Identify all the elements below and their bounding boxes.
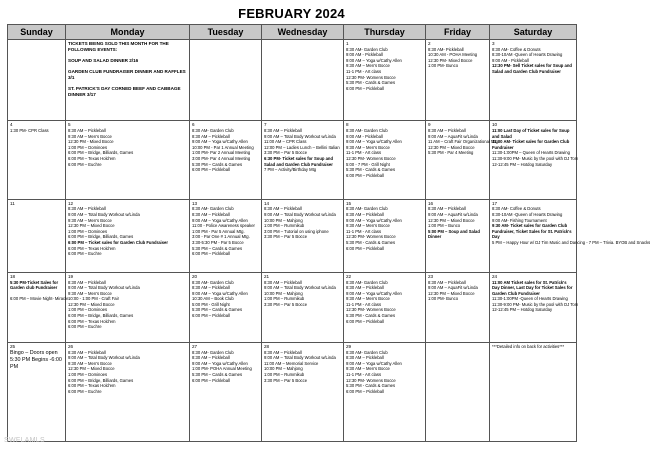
- calendar-event: 9:30 AM – Men's Bocce: [346, 63, 390, 69]
- calendar-event: 9:00 AM- Fishing Tournament: [492, 217, 547, 223]
- day-cell: [344, 121, 426, 199]
- ticket-sale-event: 5:30 PM-Ticket Sales for Garden club Fundraiser: [10, 279, 59, 291]
- day-cell: [190, 121, 262, 199]
- calendar-event: 9:00 AM – Total Body Workout w/Linda: [68, 211, 140, 217]
- calendar-event: 8:30 AM – Pickleball: [192, 285, 230, 291]
- day-cell: [344, 272, 426, 342]
- calendar-event: 9:30 AM – Men's Bocce: [346, 223, 390, 229]
- calendar-event: 9:00 AM – Yoga w/Cathy Allen: [192, 217, 248, 223]
- calendar-event: 5:30 PM - Cards & Games: [346, 383, 396, 389]
- calendar-event: 11:00 AM – Memorial Service: [264, 360, 319, 366]
- calendar-event: 8:30 AM- Garden Club: [346, 349, 388, 355]
- ticket-sale-event: 11:00 AM Ticket sales for St. Patrick's Day Dinner, Last Day for Ticket Sales for Garden Club Fundraiser: [492, 279, 573, 296]
- calendar-event: 1:00 PM- Par 2 Annual Meeting: [192, 150, 251, 156]
- calendar-event: 6:00 PM – Pickleball: [192, 251, 230, 257]
- day-number: 23: [428, 273, 434, 279]
- calendar-event: 12:30 PM- Mixed Bocce: [428, 57, 473, 63]
- calendar-event: 1:00 PM – Dominoes: [68, 228, 108, 234]
- day-cell: [8, 199, 66, 272]
- calendar-event: 3:30 PM – Par 5 Bocce: [264, 377, 308, 383]
- calendar-event: 10:00 PM – Mahjong: [264, 366, 303, 372]
- day-number: 7: [264, 122, 267, 128]
- day-number: 6: [192, 122, 195, 128]
- ticket-note: SOUP AND SALAD DINNER 2/16: [68, 58, 139, 63]
- day-number: 29: [346, 344, 352, 349]
- calendar-event: 6:00 PM – Texas Hold'em: [68, 318, 116, 324]
- calendar-event: 6:00 PM – Pickleball: [346, 388, 384, 394]
- weekday-header: Sunday: [8, 25, 66, 40]
- calendar-event: 8:30 AM- Garden Club: [192, 128, 234, 134]
- calendar-event: 11:30-1:00PM – Queen of Hearts Drawing: [492, 150, 570, 156]
- calendar-event: 9:30 AM – Men's Bocce: [68, 133, 112, 139]
- calendar-event: 9:00 AM – Total Body Workout w/Linda: [264, 355, 336, 361]
- calendar-event: 3:00 PM – Tutorial on using iphone: [264, 228, 329, 234]
- day-number: 13: [192, 200, 198, 206]
- calendar-event: 6:00 PM – Pickleball: [346, 85, 384, 91]
- calendar-event: 8:30 AM – Pickleball: [68, 279, 106, 285]
- day-number: 12: [68, 200, 74, 206]
- calendar-event: 5:30 PM – Cards & Games: [192, 161, 243, 167]
- day-cell: [262, 343, 344, 442]
- calendar-event: 6:00 PM – Bridge, Billiards, Games: [68, 313, 134, 319]
- calendar-event: 6:00 PM – Texas Hold'em: [68, 245, 116, 251]
- day-cell: [66, 343, 190, 442]
- day-cell: [66, 272, 190, 342]
- week-row: [8, 272, 577, 342]
- week-row: [8, 121, 577, 199]
- calendar-event: 8:30 AM- Garden Club: [346, 279, 388, 285]
- calendar-event: 12:30 PM – Mixed Bocce: [428, 290, 475, 296]
- calendar-event: 8:30 AM – Pickleball: [428, 279, 466, 285]
- weekday-header: Friday: [426, 25, 490, 40]
- day-number: 21: [264, 273, 270, 279]
- calendar-event: 12-12:45 PM – Hotdog Saturday: [492, 307, 553, 313]
- calendar-event: 11-1 PM - Art class: [346, 301, 382, 307]
- calendar-event: 1:30 PM- CPR Class: [10, 128, 49, 134]
- calendar-event: 10:00 PM – Mahjong: [264, 290, 303, 296]
- ticket-note: GARDEN CLUB FUNDRAISER DINNER AND RAFFLES 3/1: [68, 69, 186, 80]
- calendar-event: 9:00 AM – Total Body Workout w/Linda: [68, 355, 140, 361]
- calendar-event: 5:30 PM - Cards & Games: [346, 167, 396, 173]
- calendar-event: 9:00 AM – Yoga w/Cathy Allen: [192, 290, 248, 296]
- calendar-event: 6:00 PM – Euchre: [68, 388, 102, 394]
- calendar-event: 9:00 AM – Total Body Workout w/Linda: [264, 211, 336, 217]
- calendar-event: 8:30 AM- Garden Club: [346, 128, 388, 134]
- calendar-event: 10:30 AM – Book Club: [192, 296, 234, 302]
- day-number: 5: [68, 122, 71, 128]
- watermark: SWFLAMLS: [4, 437, 45, 444]
- calendar-event: 9:30 AM – Men's Bocce: [68, 290, 112, 296]
- weekday-header: Thursday: [344, 25, 426, 40]
- ticket-sale-event: 11:00 Last Day of Ticket sales for Soup and Salad: [492, 128, 570, 139]
- calendar-event: 12-12:45 PM – Hotdog Saturday: [492, 161, 553, 167]
- calendar-event: 5:30 PM – Cards & Games: [192, 307, 243, 313]
- ticket-sale-event: 11:00 AM- Ticket sales for Garden Club Fundraiser: [492, 139, 570, 150]
- calendar-event: 9:00 AM – Total Body Workout w/Linda: [264, 285, 336, 291]
- ticket-sale-event: 6:30 PM- Ticket sales for Soup and Salad and Garden Club Fundraiser: [264, 155, 334, 167]
- calendar-event: Bingo – Doors open 5:30 PM Begins -6:00 PM: [10, 349, 62, 370]
- calendar-event: 11-1 PM - Art class: [346, 68, 382, 74]
- calendar-event: 9:30 AM – Men's Bocce: [68, 360, 112, 366]
- calendar-event: 9:00 AM – Yoga w/Cathy Allen: [192, 139, 248, 145]
- weekday-header: Tuesday: [190, 25, 262, 40]
- calendar-event: 3:00 - Par One # 1 Annual Mtg.: [192, 234, 250, 240]
- day-cell: [426, 40, 490, 121]
- calendar-event: 1:00 PM – Bunco: [428, 223, 461, 229]
- calendar-event: 12:30 PM- Womens Bocce: [346, 155, 396, 161]
- calendar-event: 12:30 PM- Womens Bocce: [346, 234, 396, 240]
- calendar-event: 9:00 AM – Yoga w/Cathy Allen: [346, 217, 402, 223]
- calendar-event: 8:30 AM – Pickleball: [68, 128, 106, 134]
- day-number: 27: [192, 344, 198, 349]
- calendar-event: 10:00 - 1:00 PM - Craft Fair: [68, 296, 119, 302]
- calendar-event: 11:30-9:00 PM- Music by the pool with DJ Tom: [492, 155, 579, 161]
- day-cell: [490, 343, 577, 442]
- calendar-event: 9:00 AM – Yoga w/Cathy Allen: [346, 360, 402, 366]
- day-cell: [8, 272, 69, 342]
- calendar-event: 8:30 AM- Garden Club: [192, 349, 234, 355]
- ticket-sale-event: 12:30 PM- Sell Ticket sales for Soup and Salad and Garden Club Fundraiser: [492, 63, 572, 74]
- calendar-event: 8:30 AM – Pickleball: [68, 206, 106, 212]
- calendar-event: 9:00 AM - Pickleball: [346, 52, 383, 58]
- calendar-event: 1:00 PM- POHA Annual Meeting: [192, 366, 252, 372]
- calendar-event: 6:00 PM – Texas Hold'em: [68, 155, 116, 161]
- calendar-event: 8:30 AM – Pickleball: [264, 279, 302, 285]
- calendar-event: 11-1 PM - Art class: [346, 371, 382, 377]
- calendar-event: 8:30 AM – Pickleball: [192, 133, 230, 139]
- day-number: 3: [492, 41, 495, 46]
- day-cell: [190, 343, 262, 442]
- calendar-event: 8:30 AM – Pickleball: [264, 206, 302, 212]
- day-number: 17: [492, 200, 498, 206]
- calendar-event: 8:30 AM – Pickleball: [192, 211, 230, 217]
- calendar-event: 12:30 PM- Womens Bocce: [346, 377, 396, 383]
- calendar-event: 8:30-10AM -Queen of Hearts Drawing: [492, 211, 563, 217]
- calendar-event: 8:30 AM – Pickleball: [192, 355, 230, 361]
- day-number: 28: [264, 344, 270, 349]
- ticket-sale-event: 9:30 AM- Ticket sales for Garden Club Fundraiser, Ticket Sales for St. Patrick's Day: [492, 223, 572, 240]
- weekday-header: Monday: [66, 25, 190, 40]
- day-cell: [490, 121, 577, 199]
- calendar-event: 8:30 AM- Garden Club: [346, 46, 388, 52]
- calendar-event: 9:00 AM – Yoga w/Cathy Allen: [346, 139, 402, 145]
- calendar-event: 12:30 PM – Mixed Bocce: [68, 223, 115, 229]
- day-number: 25: [10, 344, 16, 349]
- day-cell: [262, 40, 344, 121]
- calendar-event: 8:30 AM- Garden Club: [192, 206, 234, 212]
- calendar-event: 11-1 PM - Art class: [346, 150, 382, 156]
- calendar-event: 11:30-9:00 PM- Music by the pool with DJ Tom: [492, 301, 579, 307]
- calendar-event: 1:00 PM - Par 5 Annual Mtg.: [192, 228, 245, 234]
- calendar-event: 1:00 PM- Bunco: [428, 296, 459, 302]
- calendar-event: 8:30 AM – Pickleball: [346, 285, 384, 291]
- calendar-body: [8, 40, 650, 442]
- day-number: 9: [428, 122, 431, 128]
- calendar-event: 12:30 PM - Mixed Bocce: [68, 139, 114, 145]
- day-cell: [262, 199, 344, 272]
- weekday-header-row: [8, 25, 577, 40]
- day-cell: [190, 40, 262, 121]
- day-cell: [344, 199, 426, 272]
- day-cell: [426, 199, 490, 272]
- calendar-event: 1:00 PM – Rummikub: [264, 371, 305, 377]
- calendar-event: 3:30 PM – Par 5 Bocce: [264, 301, 308, 307]
- calendar-event: 8:30 AM – Pickleball: [264, 128, 302, 134]
- month-calendar: [7, 24, 650, 442]
- day-number: 2: [428, 41, 431, 46]
- calendar-title: FEBRUARY 2024: [238, 6, 345, 21]
- calendar-event: 5 PM – Happy Hour w/ DJ Tim Music and Dancing - 7 PM – Trivia. BYOB and Snacks: [492, 239, 650, 245]
- calendar-event: 6:00 PM – Pickleball: [346, 245, 384, 251]
- calendar-event: 12:30 PM – Mixed Bocce: [68, 366, 115, 372]
- calendar-event: 9:30 AM – Men's Bocce: [346, 144, 390, 150]
- ticket-sale-event: 5:00 PM – Soup and Salad Dinner: [428, 228, 480, 240]
- calendar-event: 6:00 PM – Pickleball: [192, 377, 230, 383]
- day-cell: [190, 199, 262, 272]
- calendar-event: 3:30 PM – Par 5 Bocce: [264, 150, 308, 156]
- calendar-event: ***Detailed info on back for activities***: [492, 344, 565, 349]
- calendar-event: 12:30 PM – Mixed Bocce: [428, 144, 475, 150]
- calendar-event: 6:00 PM – Texas Hold'em: [68, 383, 116, 389]
- calendar-event: 8:30 AM – Pickleball: [346, 211, 384, 217]
- calendar-event: 8:30 AM – Pickleball: [68, 349, 106, 355]
- calendar-event: 5:30 PM – Cards & Games: [192, 245, 243, 251]
- calendar-event: 6:00 PM – Euchre: [68, 324, 102, 330]
- calendar-event: 9:00 AM – AquaFit w/Linda: [428, 285, 478, 291]
- calendar-event: 11 AM – Craft Fair Organizational Mtg.: [428, 139, 500, 145]
- calendar-event: 6:00 PM – Bridge, Billiards, Games: [68, 234, 134, 240]
- day-cell: [426, 343, 490, 442]
- calendar-event: 9:00 AM – Yoga w/Cathy Allen: [346, 290, 402, 296]
- calendar-event: 5:30 PM – Cards & Games: [192, 371, 243, 377]
- weekday-header: Wednesday: [262, 25, 344, 40]
- calendar-event: 8:30 AM – Pickleball: [346, 355, 384, 361]
- day-cell: [490, 272, 577, 342]
- calendar-event: 6:00 PM – Pickleball: [192, 313, 230, 319]
- calendar-event: 9:00 AM – AquaFit w/Linda: [428, 133, 478, 139]
- day-number: 4: [10, 122, 13, 128]
- day-cell: [8, 343, 66, 442]
- calendar-event: 8:30 AM- Garden Club: [192, 279, 234, 285]
- calendar-event: 1:00 PM – Dominoes: [68, 307, 108, 313]
- day-cell: [262, 272, 344, 342]
- calendar-event: 5:00 PM - Grill Night: [192, 301, 230, 307]
- calendar-event: 10:00 PM - Par 1 Annual Meeting: [192, 144, 254, 150]
- calendar-event: 9:30 AM – Men's Bocce: [346, 296, 390, 302]
- day-number: 8: [346, 122, 349, 128]
- calendar-event: 5:30 PM - Cards & Games: [346, 80, 396, 86]
- calendar-event: 9:00 AM - Pickleball: [492, 57, 529, 63]
- calendar-event: 12:30 PM- Womens Bocce: [346, 74, 396, 80]
- calendar-event: 5:30 PM - Par 4 Meeting: [428, 150, 474, 156]
- day-number: 24: [492, 273, 498, 279]
- calendar-event: 6:00 PM – Pickleball: [346, 172, 384, 178]
- day-cell: [8, 121, 66, 199]
- calendar-event: 6:00 PM – Euchre: [68, 161, 102, 167]
- day-number: 14: [264, 200, 270, 206]
- day-cell: [490, 40, 577, 121]
- ticket-sale-event: 6:00 PM – Ticket sales for Garden Club Fundraiser: [68, 239, 168, 245]
- calendar-event: 3:30 PM – Par 5 Bocce: [264, 234, 308, 240]
- calendar-event: 9:30 AM – Men's Bocce: [68, 217, 112, 223]
- day-cell: [66, 40, 190, 121]
- day-number: 26: [68, 344, 74, 349]
- calendar-event: 12:30 PM- Womens Bocce: [346, 307, 396, 313]
- day-number: 16: [428, 200, 434, 206]
- calendar-event: 5:00 - 7 PM - Grill Night: [346, 161, 390, 167]
- calendar-event: 8:30 AM- Coffee & Donuts: [492, 46, 541, 52]
- day-number: 11: [10, 200, 15, 206]
- calendar-event: 8:30 AM- Garden Club: [346, 206, 388, 212]
- calendar-event: 12:30 PM – Mixed Bocce: [428, 217, 475, 223]
- day-cell: [262, 121, 344, 199]
- calendar-event: 9:00 AM - Pickleball: [346, 133, 383, 139]
- calendar-event: 11:00 - Police Awareness speaker: [192, 223, 255, 229]
- calendar-event: 9:00 AM – Total Body Workout w/Linda: [264, 133, 336, 139]
- calendar-event: 6:00 PM – Pickleball: [192, 167, 230, 173]
- calendar-event: 9:00 AM – AquaFit w/Linda: [428, 211, 478, 217]
- weekday-header: Saturday: [490, 25, 577, 40]
- calendar-event: 9:00 AM – Yoga w/Cathy Allen: [346, 57, 402, 63]
- calendar-event: 6:00 PM – Bridge, Billiards, Games: [68, 150, 134, 156]
- day-number: 19: [68, 273, 74, 279]
- calendar-event: 6:00 PM – Euchre: [68, 251, 102, 257]
- calendar-event: 10:30 AM - POHA Meeting: [428, 52, 478, 58]
- calendar-event: 6:00 PM – Movie Night- Miracle: [10, 295, 69, 301]
- calendar-event: 9:00 AM – Yoga w/Cathy Allen: [192, 360, 248, 366]
- week-row: [8, 40, 577, 121]
- day-number: 1: [346, 41, 349, 46]
- day-number: 18: [10, 273, 16, 279]
- day-cell: [8, 40, 66, 121]
- calendar-event: 8:30 AM- Pickleball: [428, 46, 464, 52]
- day-cell: [344, 40, 426, 121]
- calendar-event: 6:00 PM – Pickleball: [346, 318, 384, 324]
- calendar-event: 3:30-5:30 PM - Par 5 Bocce: [192, 239, 244, 245]
- calendar-event: 8:30 AM – Pickleball: [428, 206, 466, 212]
- day-number: 10: [492, 122, 498, 128]
- calendar-event: 9:00 AM – Total Body Workout w/Linda: [68, 285, 140, 291]
- calendar-event: 11:00 AM – CPR Class: [264, 139, 307, 145]
- ticket-note: TICKETS BEING SOLD THIS MONTH FOR THE FOLLOWING EVENTS:: [68, 41, 169, 52]
- day-cell: [190, 272, 262, 342]
- calendar-event: 8:30 AM- Coffee & Donuts: [492, 206, 541, 212]
- calendar-event: 1:00 PM – Rummikub: [264, 223, 305, 229]
- calendar-event: 12:00 PM – Ladies Lunch – Bellini Italian: [264, 144, 340, 150]
- calendar-event: 3:00 PM- Par 4 Annual Meeting: [192, 155, 251, 161]
- calendar-event: 7 PM – Activity/Birthday Mtg: [264, 167, 317, 173]
- calendar-event: 1:00 PM- Bunco: [428, 63, 459, 69]
- calendar-event: 8:30 AM – Pickleball: [264, 349, 302, 355]
- calendar-event: 8:30-10AM -Queen of Hearts Drawing: [492, 52, 563, 58]
- calendar-event: 9:30 AM – Men's Bocce: [346, 366, 390, 372]
- day-number: 22: [346, 273, 352, 279]
- calendar-event: 11-1 PM - Art class: [346, 228, 382, 234]
- calendar-event: 5:30 PM - Cards & Games: [346, 313, 396, 319]
- calendar-event: 10:00 PM – Mahjong: [264, 217, 303, 223]
- calendar-event: 12:30 PM – Mixed Bocce: [68, 301, 115, 307]
- day-cell: [66, 199, 190, 272]
- week-row: [8, 199, 577, 272]
- day-cell: [490, 199, 650, 272]
- day-number: 15: [346, 200, 352, 206]
- day-cell: [66, 121, 190, 199]
- calendar-event: 1:00 PM – Rummikub: [264, 296, 305, 302]
- day-cell: [344, 343, 426, 442]
- week-row: [8, 343, 577, 442]
- calendar-event: 8:30 AM – Pickleball: [428, 128, 466, 134]
- ticket-note: ST. PATRICK'S DAY CORNED BEEF AND CABBAGE DINNER 3/17: [68, 86, 181, 97]
- calendar-event: 11:30-1:00PM -Queen of Hearts Drawing: [492, 296, 568, 302]
- day-cell: [426, 272, 490, 342]
- calendar-event: 1:00 PM – Dominoes: [68, 144, 108, 150]
- calendar-event: 6:00 PM – Bridge, Billiards, Games: [68, 377, 134, 383]
- day-number: 20: [192, 273, 198, 279]
- calendar-event: 5:30 PM - Cards & Games: [346, 239, 396, 245]
- calendar-event: 1:00 PM – Dominoes: [68, 371, 108, 377]
